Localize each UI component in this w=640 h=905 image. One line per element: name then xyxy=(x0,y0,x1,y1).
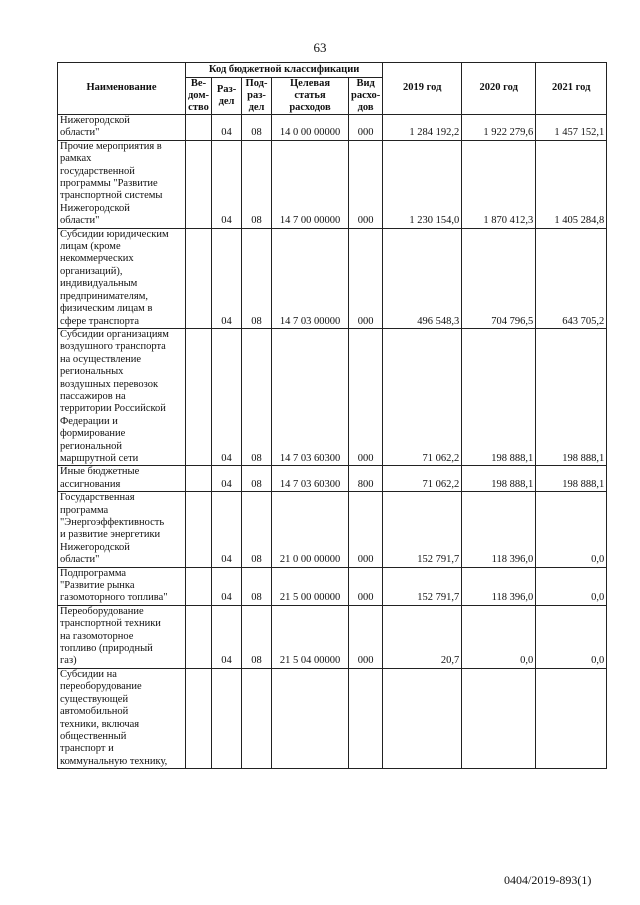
header-podrazdel-line: дел xyxy=(248,102,265,113)
row-name-line: территории Российской xyxy=(60,403,166,415)
table-row xyxy=(58,605,607,668)
cell-vedomstvo xyxy=(186,140,212,228)
cell-2021: 198 888,1 xyxy=(536,466,607,492)
cell-vedomstvo xyxy=(186,567,212,605)
cell-2021: 1 457 152,1 xyxy=(536,115,607,141)
row-name-line: области" xyxy=(60,215,100,227)
row-name-line: общественный xyxy=(60,730,127,742)
cell-podrazdel: 08 xyxy=(242,492,272,567)
row-name-line: программа xyxy=(60,504,109,516)
row-name-line: Нижегородской xyxy=(60,202,130,214)
row-name-line: "Энергоэффективность xyxy=(60,517,165,528)
cell-razdel: 04 xyxy=(212,567,242,605)
cell-celevaya: 21 0 00 00000 xyxy=(272,492,349,567)
row-name-line: ассигнования xyxy=(60,478,121,490)
row-name-line: транспортной техники xyxy=(60,618,161,630)
row-name xyxy=(58,228,186,328)
row-name-line: организаций), xyxy=(60,265,123,277)
cell-vid: 000 xyxy=(349,115,383,141)
cell-celevaya xyxy=(272,668,349,768)
row-name-line: Субсидии на xyxy=(60,668,117,680)
cell-2021: 0,0 xyxy=(536,492,607,567)
header-code-group: Код бюджетной классификации xyxy=(186,63,383,78)
row-name-line: Субсидии юридическим xyxy=(60,228,169,240)
cell-2019: 152 791,7 xyxy=(383,567,462,605)
table-row xyxy=(58,466,607,492)
header-vid xyxy=(349,78,383,115)
row-name-line: государственной xyxy=(60,165,135,177)
row-name-line: Нижегородской xyxy=(60,115,130,126)
row-name-line: переоборудование xyxy=(60,681,142,693)
cell-2021: 0,0 xyxy=(536,605,607,668)
cell-vid: 000 xyxy=(349,567,383,605)
row-name-line: транспортной системы xyxy=(60,190,163,202)
cell-podrazdel: 08 xyxy=(242,115,272,141)
header-razdel xyxy=(212,78,242,115)
cell-2019: 152 791,7 xyxy=(383,492,462,567)
row-name-line: топливо (природный xyxy=(60,643,153,655)
row-name-line: автомобильной xyxy=(60,706,129,718)
cell-2020: 704 796,5 xyxy=(462,228,536,328)
header-razdel-line: Раз- xyxy=(216,84,237,95)
row-name-line: Иные бюджетные xyxy=(60,466,140,478)
cell-2020 xyxy=(462,668,536,768)
row-name-line: пассажиров на xyxy=(60,390,126,402)
header-vedomstvo-line: дом- xyxy=(188,90,210,101)
header-celevaya-line: Целевая xyxy=(290,78,330,89)
row-name-line: области" xyxy=(60,554,100,566)
row-name xyxy=(58,466,186,492)
table-row xyxy=(58,140,607,228)
header-podrazdel-line: раз- xyxy=(247,90,266,101)
header-vid-line: дов xyxy=(357,102,374,113)
row-name xyxy=(58,115,186,141)
cell-celevaya: 14 7 03 00000 xyxy=(272,228,349,328)
cell-celevaya: 21 5 00 00000 xyxy=(272,567,349,605)
row-name-line: области" xyxy=(60,127,100,139)
table-row xyxy=(58,115,607,141)
row-name-line: индивидуальным xyxy=(60,278,138,290)
row-name-line: газомоторного топлива" xyxy=(60,592,168,604)
table-row xyxy=(58,668,607,768)
page-number: 63 xyxy=(313,40,327,55)
row-name-line: существующей xyxy=(60,693,129,705)
row-name-line: региональной xyxy=(60,440,122,452)
cell-2019 xyxy=(383,668,462,768)
cell-2019: 71 062,2 xyxy=(383,466,462,492)
header-name: Наименование xyxy=(58,63,186,115)
cell-razdel xyxy=(212,668,242,768)
cell-vedomstvo xyxy=(186,605,212,668)
row-name xyxy=(58,668,186,768)
header-vedomstvo xyxy=(186,78,212,115)
row-name-line: Государственная xyxy=(60,492,135,504)
cell-podrazdel: 08 xyxy=(242,140,272,228)
table-row xyxy=(58,328,607,465)
row-name-line: на осуществление xyxy=(60,353,142,365)
cell-podrazdel xyxy=(242,668,272,768)
row-name-line: воздушного транспорта xyxy=(60,341,166,353)
cell-vedomstvo xyxy=(186,228,212,328)
row-name-line: техники, включая xyxy=(60,718,140,730)
cell-2020: 118 396,0 xyxy=(462,567,536,605)
cell-vid: 000 xyxy=(349,228,383,328)
cell-razdel: 04 xyxy=(212,140,242,228)
cell-vid: 000 xyxy=(349,605,383,668)
cell-2021: 0,0 xyxy=(536,567,607,605)
cell-2019: 496 548,3 xyxy=(383,228,462,328)
cell-celevaya: 14 7 03 60300 xyxy=(272,466,349,492)
header-podrazdel xyxy=(242,78,272,115)
row-name-line: воздушных перевозок xyxy=(60,378,159,390)
row-name xyxy=(58,605,186,668)
header-celevaya-line: расходов xyxy=(289,102,331,113)
cell-podrazdel: 08 xyxy=(242,228,272,328)
cell-vedomstvo xyxy=(186,668,212,768)
row-name-line: формирование xyxy=(60,428,126,440)
cell-2019: 71 062,2 xyxy=(383,328,462,465)
row-name-line: и развитие энергетики xyxy=(60,529,161,541)
cell-vedomstvo xyxy=(186,115,212,141)
table-row xyxy=(58,492,607,567)
row-name-line: Федерации и xyxy=(60,415,118,427)
header-vedomstvo-line: Ве- xyxy=(190,78,207,89)
cell-vedomstvo xyxy=(186,492,212,567)
cell-vid: 000 xyxy=(349,492,383,567)
row-name-line: "Развитие рынка xyxy=(60,580,135,592)
row-name xyxy=(58,140,186,228)
row-name-line: транспорт и xyxy=(60,743,114,755)
header-vedomstvo-line: ство xyxy=(188,102,209,113)
row-name-line: Нижегородской xyxy=(60,541,130,553)
cell-2020: 118 396,0 xyxy=(462,492,536,567)
cell-2019: 1 284 192,2 xyxy=(383,115,462,141)
cell-celevaya: 14 7 03 60300 xyxy=(272,328,349,465)
row-name-line: на газомоторное xyxy=(60,630,134,642)
row-name xyxy=(58,492,186,567)
cell-celevaya: 14 0 00 00000 xyxy=(272,115,349,141)
table-row xyxy=(58,567,607,605)
header-celevaya xyxy=(272,78,349,115)
cell-2021: 643 705,2 xyxy=(536,228,607,328)
row-name-line: сфере транспорта xyxy=(60,315,140,327)
cell-razdel: 04 xyxy=(212,466,242,492)
row-name-line: Переоборудование xyxy=(60,605,144,617)
cell-razdel: 04 xyxy=(212,228,242,328)
cell-vid xyxy=(349,668,383,768)
row-name-line: коммунальную технику, xyxy=(60,755,168,767)
cell-razdel: 04 xyxy=(212,115,242,141)
row-name-line: Прочие мероприятия в xyxy=(60,140,162,152)
row-name-line: рамках xyxy=(60,153,92,165)
cell-podrazdel: 08 xyxy=(242,567,272,605)
cell-2021 xyxy=(536,668,607,768)
row-name-line: предпринимателям, xyxy=(60,290,149,302)
cell-vedomstvo xyxy=(186,328,212,465)
row-name-line: физическим лицам в xyxy=(60,303,153,315)
cell-podrazdel: 08 xyxy=(242,605,272,668)
document-code: 0404/2019-893(1) xyxy=(504,873,592,887)
cell-razdel: 04 xyxy=(212,492,242,567)
cell-2021: 198 888,1 xyxy=(536,328,607,465)
cell-2020: 1 922 279,6 xyxy=(462,115,536,141)
cell-celevaya: 21 5 04 00000 xyxy=(272,605,349,668)
header-razdel-line: дел xyxy=(218,96,235,107)
header-year-2020: 2020 год xyxy=(462,63,536,115)
header-year-2019: 2019 год xyxy=(383,63,462,115)
row-name-line: некоммерческих xyxy=(60,253,134,265)
cell-podrazdel: 08 xyxy=(242,328,272,465)
cell-vid: 800 xyxy=(349,466,383,492)
cell-razdel: 04 xyxy=(212,605,242,668)
cell-2019: 1 230 154,0 xyxy=(383,140,462,228)
cell-vid: 000 xyxy=(349,328,383,465)
header-vid-line: расхо- xyxy=(351,90,381,101)
budget-table xyxy=(57,62,607,769)
cell-vid: 000 xyxy=(349,140,383,228)
cell-2020: 1 870 412,3 xyxy=(462,140,536,228)
cell-2020: 198 888,1 xyxy=(462,328,536,465)
row-name xyxy=(58,567,186,605)
row-name-line: Субсидии организациям xyxy=(60,328,169,340)
table-row xyxy=(58,228,607,328)
row-name-line: региональных xyxy=(60,366,124,378)
cell-celevaya: 14 7 00 00000 xyxy=(272,140,349,228)
row-name-line: Подпрограмма xyxy=(60,567,127,579)
row-name-line: маршрутной сети xyxy=(60,452,139,464)
cell-podrazdel: 08 xyxy=(242,466,272,492)
cell-vedomstvo xyxy=(186,466,212,492)
row-name-line: газ) xyxy=(60,655,77,667)
cell-2019: 20,7 xyxy=(383,605,462,668)
cell-2021: 1 405 284,8 xyxy=(536,140,607,228)
header-year-2021: 2021 год xyxy=(536,63,607,115)
header-podrazdel-line: Под- xyxy=(245,78,268,89)
cell-razdel: 04 xyxy=(212,328,242,465)
row-name-line: лицам (кроме xyxy=(60,241,121,253)
header-vid-line: Вид xyxy=(356,78,375,89)
cell-2020: 0,0 xyxy=(462,605,536,668)
row-name xyxy=(58,328,186,465)
header-celevaya-line: статья xyxy=(294,90,326,101)
cell-2020: 198 888,1 xyxy=(462,466,536,492)
row-name-line: программы "Развитие xyxy=(60,178,158,190)
